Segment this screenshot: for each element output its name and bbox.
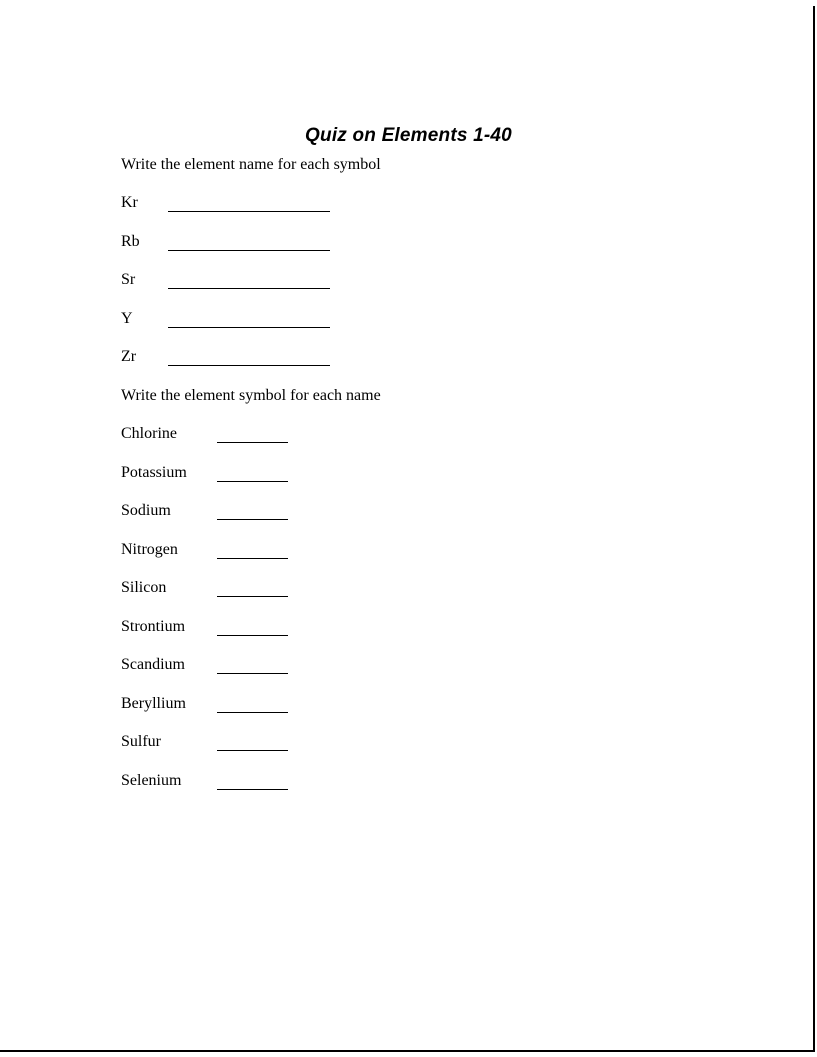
answer-blank bbox=[168, 365, 330, 366]
element-name-label: Strontium bbox=[121, 617, 186, 635]
element-symbol-label: Y bbox=[121, 309, 133, 327]
page-border-bottom bbox=[0, 1050, 815, 1052]
answer-blank bbox=[168, 211, 330, 212]
quiz-row bbox=[121, 223, 381, 261]
quiz-row bbox=[121, 608, 381, 646]
answer-blank bbox=[217, 635, 288, 636]
answer-blank bbox=[217, 673, 288, 674]
answer-blank bbox=[217, 789, 288, 790]
page-title: Quiz on Elements 1-40 bbox=[305, 124, 512, 146]
answer-blank bbox=[217, 481, 288, 482]
answer-blank bbox=[217, 712, 288, 713]
element-name-label: Nitrogen bbox=[121, 540, 178, 558]
quiz-row bbox=[121, 261, 381, 299]
quiz-row bbox=[121, 531, 381, 569]
answer-blank bbox=[217, 442, 288, 443]
element-name-label: Potassium bbox=[121, 463, 187, 481]
element-symbol-label: Zr bbox=[121, 348, 137, 366]
quiz-row bbox=[121, 762, 381, 800]
instruction-names-to-symbols: Write the element symbol for each name bbox=[121, 386, 381, 404]
element-name-label: Sodium bbox=[121, 502, 171, 520]
element-name-label: Beryllium bbox=[121, 694, 186, 712]
quiz-body bbox=[121, 146, 381, 800]
answer-blank bbox=[168, 288, 330, 289]
quiz-row bbox=[121, 415, 381, 453]
page-border-right bbox=[813, 6, 815, 1052]
answer-blank bbox=[217, 558, 288, 559]
quiz-row bbox=[121, 723, 381, 761]
answer-blank bbox=[217, 596, 288, 597]
element-name-label: Silicon bbox=[121, 579, 167, 597]
quiz-row bbox=[121, 646, 381, 684]
quiz-row bbox=[121, 569, 381, 607]
answer-blank bbox=[168, 250, 330, 251]
element-symbol-label: Kr bbox=[121, 194, 138, 212]
element-name-label: Sulfur bbox=[121, 733, 161, 751]
quiz-row bbox=[121, 685, 381, 723]
element-symbol-label: Rb bbox=[121, 232, 140, 250]
quiz-row bbox=[121, 184, 381, 222]
element-symbol-label: Sr bbox=[121, 271, 136, 289]
answer-blank bbox=[217, 519, 288, 520]
quiz-row bbox=[121, 338, 381, 376]
answer-blank bbox=[217, 750, 288, 751]
quiz-row bbox=[121, 300, 381, 338]
quiz-row bbox=[121, 454, 381, 492]
element-name-label: Scandium bbox=[121, 656, 185, 674]
answer-blank bbox=[168, 327, 330, 328]
quiz-row bbox=[121, 492, 381, 530]
element-name-label: Selenium bbox=[121, 771, 182, 789]
element-name-label: Chlorine bbox=[121, 425, 177, 443]
instruction-symbols-to-names: Write the element name for each symbol bbox=[121, 156, 381, 173]
